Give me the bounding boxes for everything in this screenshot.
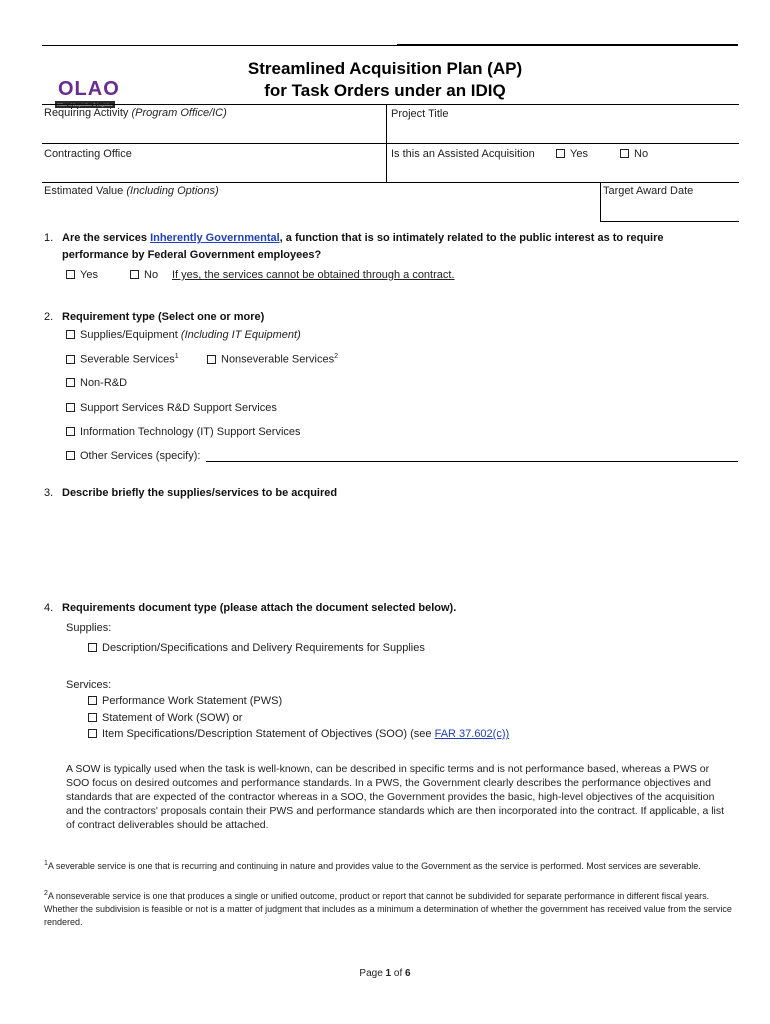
q2-it-option[interactable]: Information Technology (IT) Support Services <box>66 426 301 438</box>
q4-explanation-paragraph: A SOW is typically used when the task is well-known, can be described in specific terms and is not performance based, whereas a PWS or SOO focus on desired outcomes and performance standards. In a PWS, the Government clearly describes the performance objectives and standards that are expected of the contractor whereas in a SOO, the Government provides the basic, high-level objectives of the acquisition and the contractors' proposals contain their PWS and performance standards which are then incorporated into the contract. If applicable, a list of contract deliverables should be attached. <box>66 763 725 831</box>
q4-services-label: Services: <box>66 679 112 691</box>
q2-severable-checkbox[interactable] <box>66 355 75 364</box>
q4-soo-checkbox[interactable] <box>88 729 97 738</box>
q2-nonseverable-checkbox[interactable] <box>207 355 216 364</box>
q4-desc-option[interactable]: Description/Specifications and Delivery Requirements for Supplies <box>88 642 425 654</box>
q2-supplies-checkbox[interactable] <box>66 330 75 339</box>
assisted-no-checkbox[interactable] <box>620 149 629 158</box>
requiring-activity-input[interactable] <box>44 120 382 140</box>
q4-text: Requirements document type (please attach the document selected below). <box>62 602 457 614</box>
q2-support-checkbox[interactable] <box>66 403 75 412</box>
q1-yes-checkbox[interactable] <box>66 270 75 279</box>
q2-nonrd-checkbox[interactable] <box>66 378 75 387</box>
page-title-line1: Streamlined Acquisition Plan (AP) <box>247 59 523 78</box>
requiring-activity-label: Requiring Activity (Program Office/IC) <box>44 107 227 119</box>
assisted-yes-checkbox[interactable] <box>556 149 565 158</box>
form-rule-1 <box>42 104 739 105</box>
q4-sow-checkbox[interactable] <box>88 713 97 722</box>
q3-number: 3. <box>44 487 54 499</box>
q2-severable-option[interactable]: Severable Services$^1$ <box>66 353 179 366</box>
q2-number: 2. <box>44 311 54 323</box>
form-divider-2 <box>600 182 601 221</box>
q2-supplies-option[interactable]: Supplies/Equipment (Including IT Equipment) <box>66 329 301 341</box>
q2-other-input-line[interactable] <box>206 461 738 462</box>
project-title-input[interactable] <box>391 121 736 141</box>
q2-other-option[interactable]: Other Services (specify): <box>66 450 200 462</box>
q1-no-note: If yes, the services cannot be obtained through a contract. <box>172 269 455 281</box>
page-title-line2: for Task Orders under an IDIQ <box>264 81 506 100</box>
inherently-governmental-link[interactable]: Inherently Governmental <box>150 232 280 244</box>
target-award-label: Target Award Date <box>603 185 694 197</box>
contracting-office-label: Contracting Office <box>44 148 132 160</box>
q2-other-checkbox[interactable] <box>66 451 75 460</box>
footnote-2: $^2$A nonseverable service is one that produces a single or unified outcome, product or report that cannot be subdivided for separate performance in different fiscal years. Whether the subdivision is feasible or not is a matter of judgment that includes as a minimum a determination of whether the government has received value from the service rendered. <box>44 890 732 927</box>
q2-text: Requirement type (Select one or more) <box>62 311 265 323</box>
q1-yes-option[interactable]: Yes <box>66 269 98 281</box>
form-rule-2 <box>42 143 739 144</box>
target-award-input[interactable] <box>603 199 737 219</box>
q2-nonseverable-option[interactable]: Nonseverable Services$^2$ <box>207 353 338 366</box>
q4-desc-checkbox[interactable] <box>88 643 97 652</box>
contracting-office-input[interactable] <box>44 162 382 180</box>
q1-no-checkbox[interactable] <box>130 270 139 279</box>
page-title <box>240 58 530 102</box>
top-rule-right <box>397 44 738 46</box>
top-rule-left <box>42 45 397 46</box>
q2-it-checkbox[interactable] <box>66 427 75 436</box>
project-title-label: Project Title <box>391 108 449 120</box>
q4-supplies-label: Supplies: <box>66 622 112 634</box>
page-number: Page 1 of 6 <box>359 968 411 979</box>
q4-number: 4. <box>44 602 54 614</box>
q4-sow-option[interactable]: Statement of Work (SOW) or <box>88 712 242 724</box>
form-rule-4 <box>600 221 739 222</box>
assisted-yes-option[interactable]: Yes <box>556 148 588 160</box>
q3-response-area[interactable] <box>62 505 738 595</box>
estimated-value-label: Estimated Value (Including Options) <box>44 185 219 197</box>
q1-number: 1. <box>44 232 54 244</box>
q2-support-option[interactable]: Support Services R&D Support Services <box>66 402 277 414</box>
olao-logo: OLAO <box>58 78 120 100</box>
q3-text: Describe briefly the supplies/services to be acquired <box>62 487 338 499</box>
footnote-1: $^1$A severable service is one that is recurring and continuing in nature and provides value to the Government as the service is performed. Most services are severable. <box>44 860 701 871</box>
q2-nonrd-option[interactable]: Non-R&D <box>66 377 127 389</box>
form-divider-1 <box>386 104 387 182</box>
form-rule-3 <box>42 182 739 183</box>
assisted-no-option[interactable]: No <box>620 148 648 160</box>
q4-pws-option[interactable]: Performance Work Statement (PWS) <box>88 695 282 707</box>
far-37-602-link[interactable]: FAR 37.602(c)) <box>434 728 510 740</box>
q1-text: Are the services Inherently Governmental, a function that is so intimately related to the public interest as to require performance by Federal Government employees? <box>62 232 664 261</box>
q1-no-option[interactable]: No <box>130 269 158 281</box>
assisted-acquisition-label: Is this an Assisted Acquisition <box>391 148 535 160</box>
q4-pws-checkbox[interactable] <box>88 696 97 705</box>
q4-soo-option[interactable]: Item Specifications/Description Statement of Objectives (SOO) (see FAR 37.602(c)) <box>88 728 509 740</box>
estimated-value-input[interactable] <box>44 200 596 220</box>
